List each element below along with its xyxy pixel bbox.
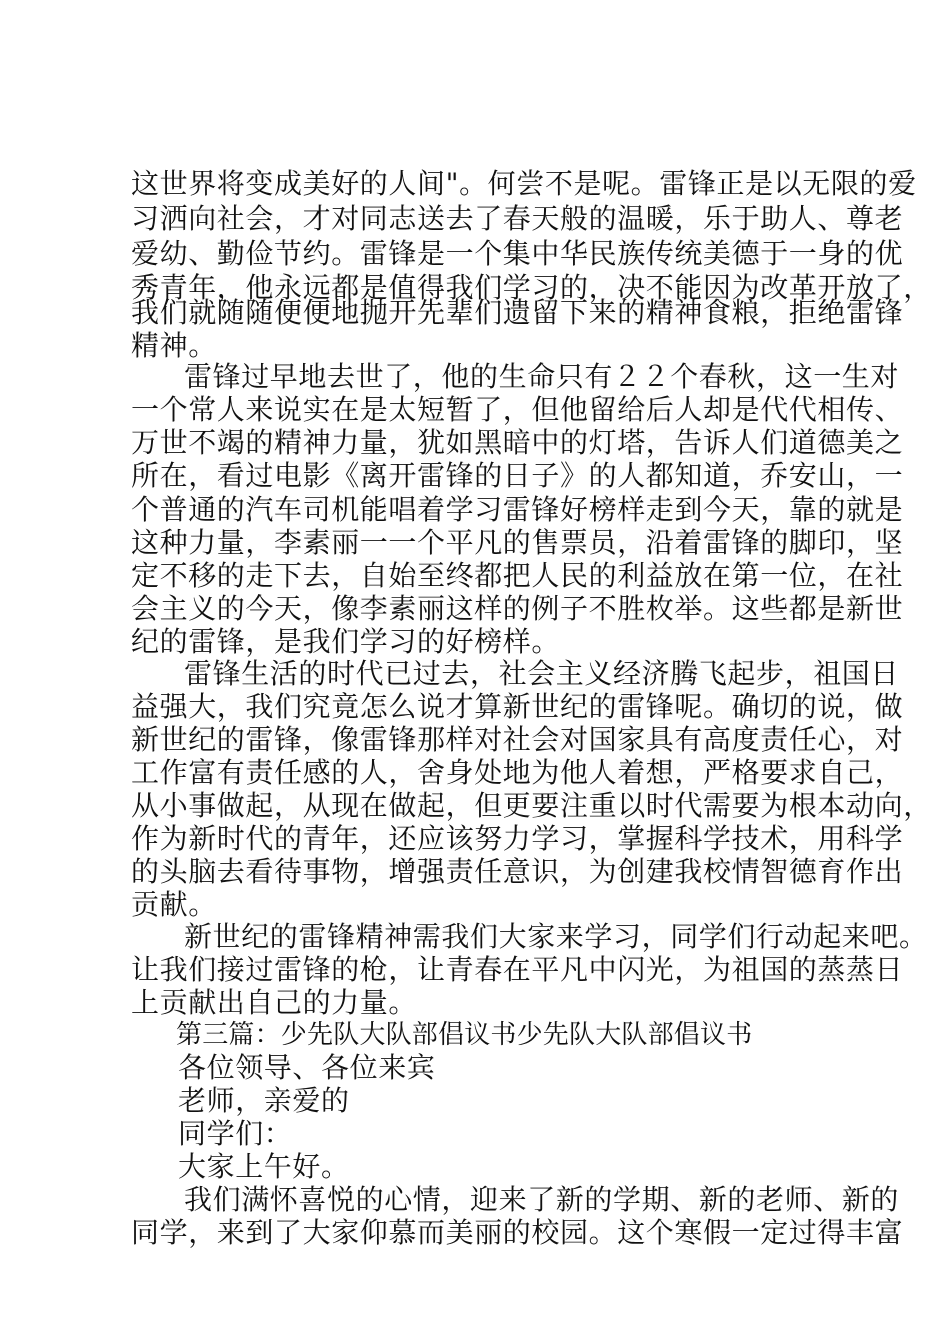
paragraph-first-line: 雷锋过早地去世了，他的生命只有２２个春秋，这一生对 — [184, 360, 900, 393]
text-line: 作为新时代的青年，还应该努力学习，掌握科学技术，用科学 — [131, 822, 904, 855]
text-line: 所在，看过电影《离开雷锋的日子》的人都知道，乔安山，一 — [131, 459, 904, 492]
text-line: 个普通的汽车司机能唱着学习雷锋好榜样走到今天，靠的就是 — [131, 493, 904, 526]
text-line: 爱幼、勤俭节约。雷锋是一个集中华民族传统美德于一身的优 — [131, 237, 904, 270]
text-line: 我们就随随便便地抛开先辈们遗留下来的精神食粮，拒绝雷锋 — [131, 296, 904, 329]
text-line: 一个常人来说实在是太短暂了，但他留给后人却是代代相传、 — [131, 393, 904, 426]
paragraph-first-line: 我们满怀喜悦的心情，迎来了新的学期、新的老师、新的 — [184, 1183, 900, 1216]
greeting-line: 大家上午好。 — [178, 1150, 350, 1183]
text-line: 这种力量，李素丽一一个平凡的售票员，沿着雷锋的脚印，坚 — [131, 526, 904, 559]
text-line: 从小事做起，从现在做起，但更要注重以时代需要为根本动向， — [131, 789, 932, 822]
text-line: 同学，来到了大家仰慕而美丽的校园。这个寒假一定过得丰富 — [131, 1216, 904, 1249]
salutation-line: 各位领导、各位来宾 — [178, 1051, 436, 1084]
paragraph-first-line: 新世纪的雷锋精神需我们大家来学习，同学们行动起来吧。 — [184, 920, 928, 953]
text-line: 的头脑去看待事物，增强责任意识，为创建我校情智德育作出 — [131, 855, 904, 888]
text-line: 秀青年，他永远都是值得我们学习的，决不能因为改革开放了， — [131, 271, 932, 304]
text-line: 工作富有责任感的人，舍身处地为他人着想，严格要求自己， — [131, 756, 904, 789]
text-line: 贡献。 — [131, 888, 217, 921]
section-heading: 第三篇：少先队大队部倡议书少先队大队部倡议书 — [176, 1020, 753, 1050]
text-line: 习洒向社会，才对同志送去了春天般的温暖，乐于助人、尊老 — [131, 202, 904, 235]
text-line: 精神。 — [131, 329, 217, 362]
text-line: 益强大，我们究竟怎么说才算新世纪的雷锋呢。确切的说，做 — [131, 690, 904, 723]
text-line: 让我们接过雷锋的枪，让青春在平凡中闪光，为祖国的蒸蒸日 — [131, 953, 904, 986]
paragraph-first-line: 雷锋生活的时代已过去，社会主义经济腾飞起步，祖国日 — [184, 657, 900, 690]
text-line: 上贡献出自己的力量。 — [131, 986, 418, 1019]
text-line: 纪的雷锋，是我们学习的好榜样。 — [131, 625, 561, 658]
salutation-line: 老师，亲爱的 — [178, 1084, 350, 1117]
text-line: 万世不竭的精神力量，犹如黑暗中的灯塔，告诉人们道德美之 — [131, 426, 904, 459]
text-line: 这世界将变成美好的人间"。何尝不是呢。雷锋正是以无限的爱 — [131, 167, 917, 200]
text-line: 会主义的今天，像李素丽这样的例子不胜枚举。这些都是新世 — [131, 592, 904, 625]
salutation-line: 同学们： — [178, 1117, 293, 1150]
text-line: 定不移的走下去，自始至终都把人民的利益放在第一位，在社 — [131, 559, 904, 592]
text-line: 新世纪的雷锋，像雷锋那样对社会对国家具有高度责任心，对 — [131, 723, 904, 756]
